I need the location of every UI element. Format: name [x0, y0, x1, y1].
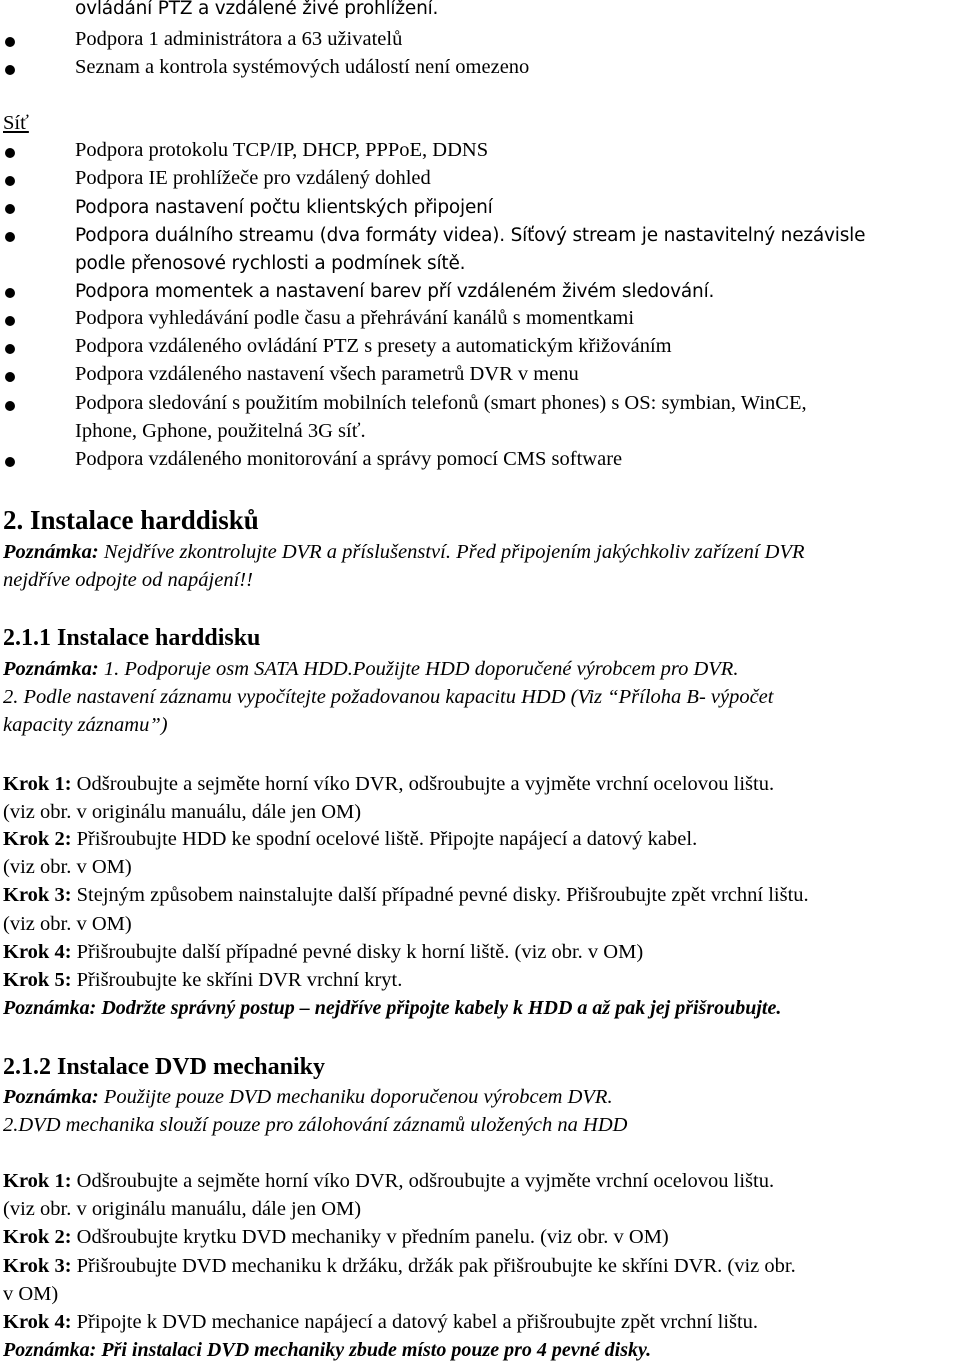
note-paragraph	[3, 541, 805, 564]
step-line	[3, 913, 132, 936]
step-text: v OM)	[3, 1283, 59, 1305]
note-text: Použijte pouze DVD mechaniku doporučenou výrobcem DVR.	[98, 1086, 613, 1108]
subsection-heading-hdd	[3, 625, 260, 652]
bullet-icon	[5, 148, 15, 158]
step-text: Odšroubujte krytku DVD mechaniky v předním panelu. (viz obr. v OM)	[71, 1226, 669, 1248]
step-text: Přišroubujte další případné pevné disky k horní liště. (viz obr. v OM)	[71, 941, 644, 963]
step-label: Krok 4:	[3, 1311, 72, 1333]
step-text: Stejným způsobem nainstalujte další případné pevné disky. Přišroubujte zpět vrchní lištu.	[71, 884, 809, 906]
section-heading-hdd: 2. Instalace harddisků	[3, 505, 259, 535]
subsection-heading-dvd	[3, 1054, 325, 1081]
step-line	[3, 969, 402, 992]
step-text: (viz obr. v originálu manuálu, dále jen OM)	[3, 801, 362, 823]
bullet-icon	[5, 288, 15, 298]
note-text: 2. Podle nastavení záznamu vypočítejte požadovanou kapacitu HDD (Viz “Příloha B- výpočet	[3, 686, 774, 708]
bullet-icon	[5, 344, 15, 354]
step-line	[3, 856, 132, 879]
list-item: Podpora protokolu TCP/IP, DHCP, PPPoE, DDNS	[75, 139, 489, 161]
bullet-icon	[5, 401, 15, 411]
list-item: Podpora sledování s použitím mobilních telefonů (smart phones) s OS: symbian, WinCE,	[75, 392, 807, 414]
step-line	[3, 1198, 361, 1221]
step-text: Přišroubujte HDD ke spodní ocelové liště. Připojte napájecí a datový kabel.	[71, 828, 698, 850]
step-line	[3, 801, 361, 824]
step-line	[3, 773, 774, 796]
list-item: Seznam a kontrola systémových událostí není omezeno	[75, 56, 530, 78]
list-item: Podpora vzdáleného ovládání PTZ s presety a automatickým křižováním	[75, 335, 672, 357]
note-text: 2.DVD mechanika slouží pouze pro zálohování záznamů uložených na HDD	[3, 1114, 628, 1136]
bullet-icon	[5, 232, 15, 242]
step-text: Přišroubujte ke skříni DVR vrchní kryt.	[71, 969, 403, 991]
step-line	[3, 1226, 669, 1249]
note-label: Poznámka:	[3, 1086, 99, 1108]
final-note: Poznámka: Dodržte správný postup – nejdříve připojte kabely k HDD a až pak jej přišroubujte.	[3, 997, 782, 1019]
step-label: Krok 4:	[3, 941, 72, 963]
step-label: Krok 2:	[3, 828, 72, 850]
step-text: Přišroubujte DVD mechaniku k držáku, držák pak přišroubujte ke skříni DVR. (viz obr.	[71, 1255, 796, 1277]
note-paragraph	[3, 1086, 613, 1109]
list-item: Podpora nastavení počtu klientských připojení	[75, 197, 493, 218]
note-text: kapacity záznamu”)	[3, 714, 168, 736]
step-label: Krok 5:	[3, 969, 72, 991]
list-item: Podpora momentek a nastavení barev pří vzdáleném živém sledování.	[75, 281, 715, 302]
bullet-icon	[5, 176, 15, 186]
step-label: Krok 1:	[3, 773, 72, 795]
list-item-continuation: podle přenosové rychlosti a podmínek sítě.	[75, 253, 466, 274]
bullet-icon	[5, 204, 15, 214]
note-label: Poznámka:	[3, 541, 99, 563]
section-heading-network: Síť	[3, 112, 29, 134]
note-text: Nejdříve zkontrolujte DVR a příslušenství. Před připojením jakýchkoliv zařízení DVR	[98, 541, 805, 563]
step-label: Krok 2:	[3, 1226, 72, 1248]
step-line	[3, 1255, 796, 1278]
list-item: Podpora vyhledávání podle času a přehrávání kanálů s momentkami	[75, 307, 635, 329]
note-text: nejdříve odpojte od napájení!!	[3, 569, 253, 591]
bullet-icon	[5, 37, 15, 47]
step-line	[3, 1170, 774, 1193]
note-text: 1. Podporuje osm SATA HDD.Použijte HDD doporučené výrobcem pro DVR.	[98, 658, 739, 680]
list-item-continuation: Iphone, Gphone, použitelná 3G síť.	[75, 420, 366, 442]
step-label: Krok 3:	[3, 1255, 72, 1277]
step-label: Krok 1:	[3, 1170, 72, 1192]
subsection-heading-text: 2.1.2 Instalace DVD mechaniky	[3, 1054, 325, 1080]
step-line	[3, 1311, 758, 1334]
bullet-icon	[5, 65, 15, 75]
step-label: Krok 3:	[3, 884, 72, 906]
intro-line: ovládání PTZ a vzdálené živé prohlížení.	[75, 0, 439, 19]
list-item: Podpora 1 administrátora a 63 uživatelů	[75, 28, 403, 50]
bullet-icon	[5, 372, 15, 382]
step-line	[3, 941, 643, 964]
step-line	[3, 1283, 58, 1306]
bullet-icon	[5, 316, 15, 326]
note-label: Poznámka:	[3, 658, 99, 680]
step-line	[3, 884, 809, 907]
list-item: Podpora IE prohlížeče pro vzdálený dohled	[75, 167, 431, 189]
subsection-heading-text: 2.1.1 Instalace harddisku	[3, 625, 261, 651]
list-item: Podpora vzdáleného nastavení všech parametrů DVR v menu	[75, 363, 579, 385]
step-text: Odšroubujte a sejměte horní víko DVR, odšroubujte a vyjměte vrchní ocelovou lištu.	[71, 1170, 775, 1192]
step-text: (viz obr. v OM)	[3, 913, 132, 935]
step-line	[3, 828, 697, 851]
note-paragraph	[3, 658, 738, 681]
step-text: Připojte k DVD mechanice napájecí a datový kabel a přišroubujte zpět vrchní lištu.	[71, 1311, 759, 1333]
step-text: (viz obr. v originálu manuálu, dále jen OM)	[3, 1198, 362, 1220]
step-text: (viz obr. v OM)	[3, 856, 132, 878]
step-text: Odšroubujte a sejměte horní víko DVR, odšroubujte a vyjměte vrchní ocelovou lištu.	[71, 773, 775, 795]
list-item: Podpora vzdáleného monitorování a správy pomocí CMS software	[75, 448, 623, 470]
final-note: Poznámka: Při instalaci DVD mechaniky zbude místo pouze pro 4 pevné disky.	[3, 1339, 652, 1361]
bullet-icon	[5, 457, 15, 467]
list-item: Podpora duálního streamu (dva formáty videa). Síťový stream je nastavitelný nezávisle	[75, 225, 866, 246]
